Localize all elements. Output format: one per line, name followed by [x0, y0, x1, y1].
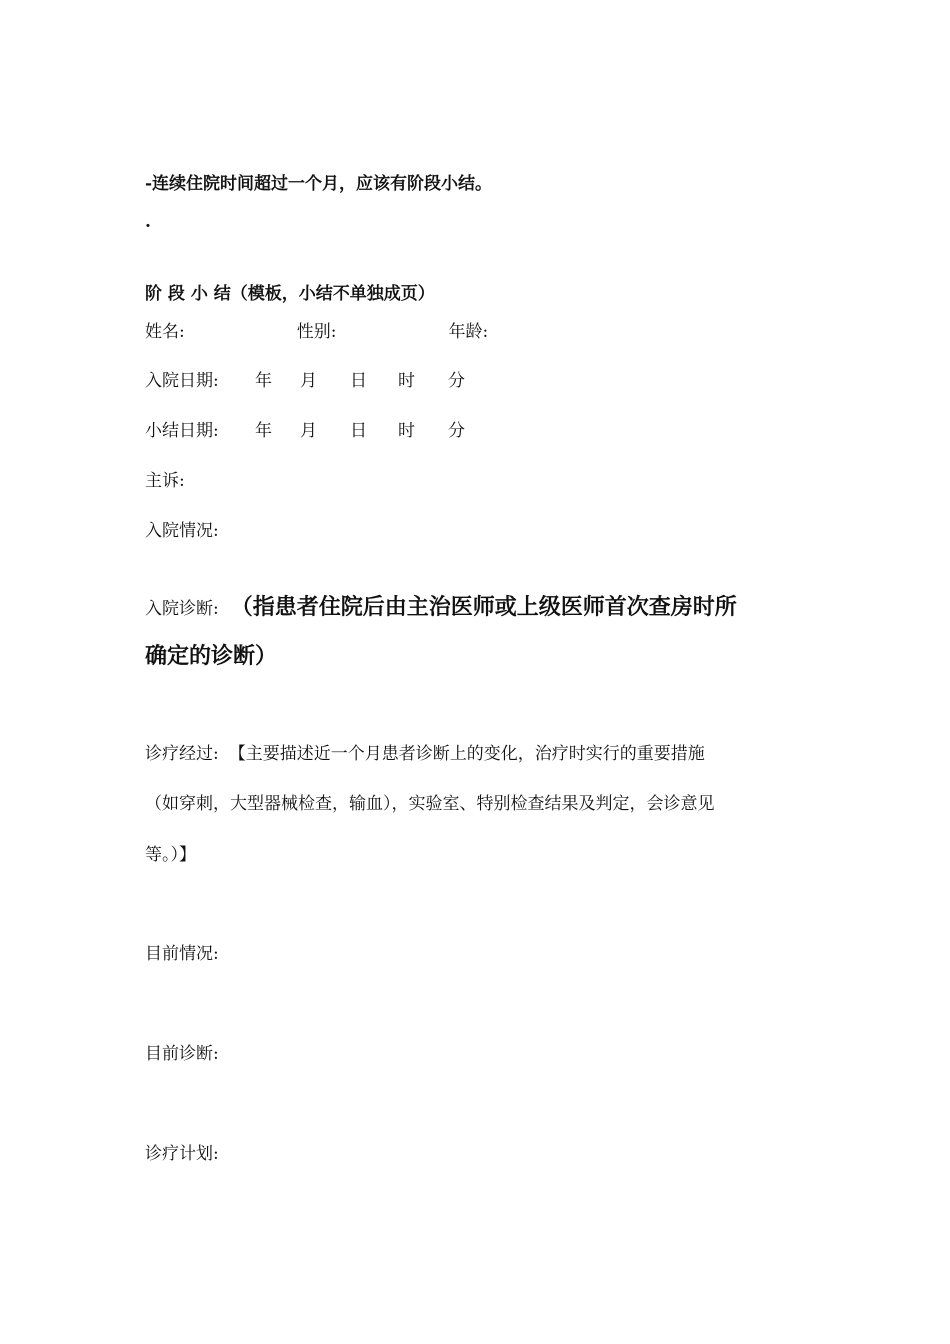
- patient-fields-row: [145, 320, 488, 344]
- current-diagnosis-label: 目前诊断:: [145, 1044, 219, 1064]
- age-label: 年龄:: [448, 322, 489, 342]
- summary-date-row: [145, 419, 465, 443]
- summary-month: 月: [300, 421, 317, 441]
- admit-day: 日: [350, 371, 367, 391]
- summary-day: 日: [350, 421, 367, 441]
- treatment-text-1: 【主要描述近一个月患者诊断上的变化，治疗时实行的重要措施: [228, 744, 705, 764]
- admit-diagnosis-note-1: （指患者住院后由主治医师或上级医师首次查房时所: [230, 594, 737, 620]
- name-label: 姓名:: [145, 322, 185, 342]
- gender-label: 性别:: [296, 322, 337, 342]
- section-title: 阶 段 小 结（模板，小结不单独成页）: [145, 284, 435, 304]
- treatment-row: [145, 742, 705, 766]
- admit-minute: 分: [448, 371, 465, 391]
- summary-hour: 时: [398, 421, 415, 441]
- admit-hour: 时: [398, 371, 415, 391]
- admit-diagnosis-row: [145, 592, 737, 622]
- admit-date-label: 入院日期:: [145, 371, 219, 391]
- treatment-text-3: 等。）】: [145, 845, 196, 865]
- admit-date-row: [145, 369, 465, 393]
- summary-date-label: 小结日期:: [145, 421, 219, 441]
- current-condition-label: 目前情况:: [145, 944, 219, 964]
- admit-diagnosis-note-2: 确定的诊断）: [145, 643, 278, 669]
- treatment-label: 诊疗经过:: [145, 744, 219, 764]
- summary-minute: 分: [448, 421, 465, 441]
- notice-text: -连续住院时间超过一个月，应该有阶段小结。: [145, 174, 493, 194]
- chief-complaint-label: 主诉:: [145, 471, 185, 491]
- summary-year: 年: [255, 421, 272, 441]
- treatment-plan-label: 诊疗计划:: [145, 1144, 219, 1164]
- admit-month: 月: [300, 371, 317, 391]
- admit-year: 年: [255, 371, 272, 391]
- dot-mark: .: [145, 212, 151, 232]
- admit-diagnosis-label: 入院诊断:: [145, 599, 219, 619]
- treatment-text-2: （如穿刺，大型器械检查，输血），实验室、特别检查结果及判定，会诊意见: [145, 794, 715, 814]
- admit-condition-label: 入院情况:: [145, 521, 219, 541]
